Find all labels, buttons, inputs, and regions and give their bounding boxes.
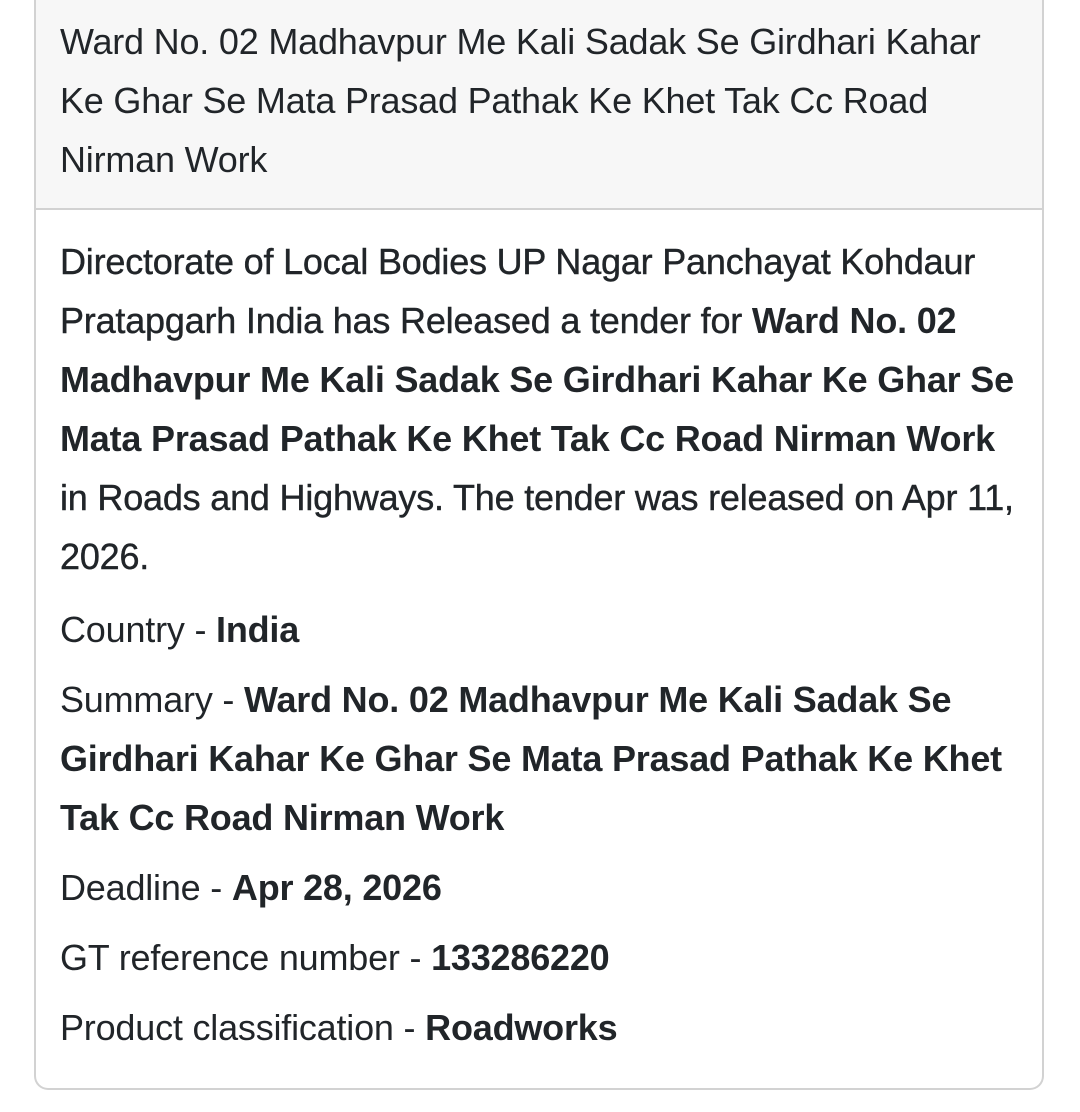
field-summary <box>60 670 1018 847</box>
field-value: Apr 28, 2026 <box>231 867 442 908</box>
tender-card-header <box>36 0 1042 210</box>
field-label: Product classification - <box>60 1007 426 1048</box>
tender-card <box>34 0 1044 1090</box>
field-value: Ward No. 02 Madhavpur Me Kali Sadak Se Girdhari Kahar Ke Ghar Se Mata Prasad Pathak Ke Khet Tak Cc Road Nirman Work <box>60 679 1002 838</box>
description-title: Ward No. 02 Madhavpur Me Kali Sadak Se Girdhari Kahar Ke Ghar Se Mata Prasad Pathak Ke Khet Tak Cc Road Nirman Work <box>60 300 1014 459</box>
field-deadline <box>60 858 1018 917</box>
field-label: Summary - <box>60 679 245 720</box>
field-value: Roadworks <box>425 1007 618 1048</box>
field-value: 133286220 <box>431 937 610 978</box>
tender-description <box>60 232 1018 586</box>
field-product-classification <box>60 998 1018 1057</box>
field-value: India <box>216 609 300 650</box>
field-gt-reference-number <box>60 928 1018 987</box>
tender-card-body <box>36 210 1042 1057</box>
tender-title: Ward No. 02 Madhavpur Me Kali Sadak Se Girdhari Kahar Ke Ghar Se Mata Prasad Pathak Ke Khet Tak Cc Road Nirman Work <box>60 21 981 180</box>
description-prefix: Directorate of Local Bodies UP Nagar Panchayat Kohdaur Pratapgarh India has Released a tender for <box>60 241 976 341</box>
field-label: Country - <box>60 609 217 650</box>
field-label: Deadline - <box>60 867 232 908</box>
field-country <box>60 600 1018 659</box>
field-label: GT reference number - <box>60 937 432 978</box>
description-suffix: in Roads and Highways. The tender was released on Apr 11, 2026. <box>60 477 1014 577</box>
